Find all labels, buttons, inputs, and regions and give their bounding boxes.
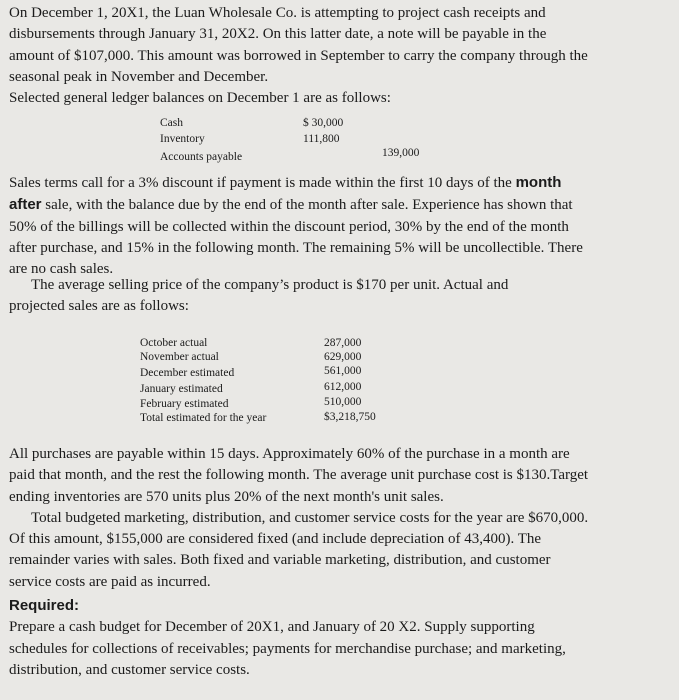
purchases-line-6: remainder varies with sales. Both fixed and variable marketing, distribution, and customer (9, 552, 551, 569)
balance-value-inventory: 111,800 (303, 133, 340, 145)
sales-label-january: January estimated (140, 383, 223, 395)
sales-label-february: February estimated (140, 398, 229, 410)
sales-value-january: 612,000 (324, 381, 362, 393)
sales-label-total: Total estimated for the year (140, 412, 267, 424)
intro-paragraph (9, 3, 669, 109)
sales-value-december: 561,000 (324, 365, 362, 377)
purchases-line-3: ending inventories are 570 units plus 20% of the next month's unit sales. (9, 488, 444, 505)
sales-value-november: 629,000 (324, 351, 362, 363)
selling-price-paragraph (9, 275, 669, 318)
sales-value-october: 287,000 (324, 337, 362, 349)
required-line-3: distribution, and customer service costs. (9, 661, 250, 678)
terms-line-4: after purchase, and 15% in the following month. The remaining 5% will be uncollectible. There (9, 239, 583, 256)
intro-line-1: On December 1, 20X1, the Luan Wholesale Co. is attempting to project cash receipts and (9, 5, 546, 21)
terms-line-1a: Sales terms call for a 3% discount if payment is made within the first 10 days of the (9, 175, 516, 191)
terms-word-month: month (515, 174, 562, 191)
purchases-line-5: Of this amount, $155,000 are considered fixed (and include depreciation of 43,400). The (9, 531, 542, 548)
required-section (9, 595, 669, 681)
purchases-line-7: service costs are paid as incurred. (9, 573, 211, 590)
required-line-2: schedules for collections of receivables; payments for merchandise purchase; and marketing, (9, 640, 566, 657)
price-line-1: The average selling price of the company’s product is $170 per unit. Actual and (31, 277, 509, 293)
purchases-paragraph (9, 444, 669, 593)
terms-line-2b: sale, with the balance due by the end of the month after sale. Experience has shown that (41, 197, 573, 214)
sales-terms-paragraph (9, 172, 664, 280)
balance-label-accounts-payable: Accounts payable (160, 151, 243, 163)
purchases-line-4: Total budgeted marketing, distribution, and customer service costs for the year are $670,000. (31, 509, 589, 526)
sales-label-november: November actual (140, 351, 219, 363)
sales-value-february: 510,000 (324, 396, 362, 408)
purchases-line-2: paid that month, and the rest the following month. The average unit purchase cost is $130.Target (9, 467, 589, 484)
required-line-1: Prepare a cash budget for December of 20X1, and January of 20 X2. Supply supporting (9, 619, 535, 636)
price-line-2: projected sales are as follows: (9, 298, 189, 315)
terms-word-after: after (9, 196, 42, 214)
purchases-line-1: All purchases are payable within 15 days. Approximately 60% of the purchase in a month are (9, 446, 570, 462)
required-heading: Required: (9, 597, 80, 614)
sales-label-december: December estimated (140, 367, 235, 379)
terms-line-3: 50% of the billings will be collected within the discount period, 30% by the end of the month (9, 218, 569, 235)
balance-label-cash: Cash (160, 117, 183, 129)
intro-line-5: Selected general ledger balances on December 1 are as follows: (9, 90, 391, 107)
sales-value-total: $3,218,750 (324, 411, 376, 423)
intro-line-3: amount of $107,000. This amount was borrowed in September to carry the company through the (9, 47, 588, 64)
balance-label-inventory: Inventory (160, 133, 205, 145)
sales-label-october: October actual (140, 337, 208, 349)
intro-line-4: seasonal peak in November and December. (9, 68, 269, 85)
balance-value-cash: $ 30,000 (303, 117, 344, 129)
intro-line-2: disbursements through January 31, 20X2. On this latter date, a note will be payable in the (9, 26, 547, 43)
terms-line-5: are no cash sales. (9, 261, 114, 278)
balance-value-accounts-payable: 139,000 (382, 147, 420, 159)
